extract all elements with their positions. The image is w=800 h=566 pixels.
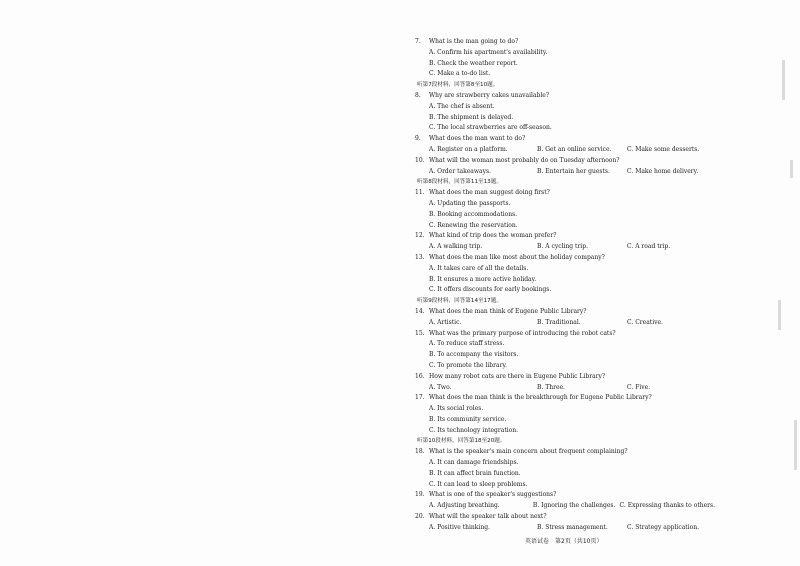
answer-option: B. Get an online service. [537, 145, 612, 153]
answer-option: B. The shipment is delayed. [429, 113, 514, 121]
question-text: What was the primary purpose of introducing the robot cats? [429, 329, 616, 337]
answer-option: C. It offers discounts for early bookings. [429, 286, 552, 294]
section-instruction: 听第7段材料，回答第8至10题。 [417, 82, 499, 89]
answer-option: A. A walking trip. [429, 243, 483, 251]
question-text: How many robot cats are there in Eugene Public Library? [429, 372, 606, 380]
question-stem [415, 188, 715, 199]
answer-option: C. Make home delivery. [627, 167, 699, 175]
answer-options [415, 383, 715, 394]
section-instruction: 听第9段材料，回答第14至17题。 [417, 298, 502, 305]
answer-options [415, 523, 715, 534]
answer-option: C. Expressing thanks to others. [619, 502, 715, 510]
answer-option: B. Its community service. [429, 415, 507, 423]
page-footer: 英语试卷 第2页（共10页） [525, 538, 603, 545]
answer-option: B. Three. [537, 383, 565, 391]
answer-option: C. Creative. [627, 318, 663, 326]
question-stem [415, 393, 715, 404]
answer-option: A. Its social roles. [429, 405, 484, 413]
question-stem [415, 307, 715, 318]
question-stem [415, 447, 715, 458]
answer-option: A. Register on a platform. [429, 145, 508, 153]
question-number: 7. [415, 38, 421, 45]
answer-option: B. Ignoring the challenges. [532, 502, 616, 510]
question-text: What does the man want to do? [429, 135, 526, 143]
question-stem [415, 134, 715, 145]
question-number: 19. [415, 491, 425, 499]
answer-options [415, 501, 715, 512]
question-stem [415, 329, 715, 340]
question-list [415, 37, 715, 534]
answer-option: A. Confirm his apartment's availability. [429, 48, 548, 56]
answer-options [415, 318, 715, 329]
question-number: 15. [415, 329, 425, 337]
question-number: 9. [415, 135, 421, 143]
answer-option: A. The chef is absent. [429, 102, 495, 110]
answer-option: B. A cycling trip. [537, 243, 588, 251]
answer-option: A. Adjusting breathing. [429, 502, 500, 510]
question-text: What kind of trip does the woman prefer? [429, 232, 557, 240]
answer-option: A. Updating the passports. [429, 199, 511, 207]
question-text: What will the woman most probably do on Tuesday afternoon? [429, 156, 620, 164]
question-stem [415, 512, 715, 523]
section-instruction: 听第8段材料，回答第11至13题。 [417, 179, 502, 186]
answer-option: C. Renewing the reservation. [429, 221, 518, 229]
question-stem [415, 490, 715, 501]
question-text: Why are strawberry cakes unavailable? [429, 91, 550, 99]
question-stem [415, 37, 715, 48]
answer-option: C. Strategy application. [627, 523, 700, 531]
answer-option: B. Check the weather report. [429, 59, 518, 67]
question-number: 13. [415, 253, 425, 261]
question-text: What will the speaker talk about next? [429, 513, 547, 521]
question-text: What is the speaker's main concern about frequent complaining? [429, 448, 628, 456]
answer-option: C. A road trip. [627, 243, 671, 251]
question-stem [415, 231, 715, 242]
answer-option: A. It can damage friendships. [429, 459, 519, 467]
question-text: What is the man going to do? [429, 38, 519, 45]
answer-option: C. It can lead to sleep problems. [429, 480, 528, 488]
answer-option: B. Booking accommodations. [429, 210, 518, 218]
question-text: What does the man think is the breakthrough for Eugene Public Library? [429, 394, 652, 402]
question-number: 20. [415, 513, 425, 521]
answer-option: A. Positive thinking. [429, 523, 490, 531]
question-text: What does the man like most about the holiday company? [429, 253, 605, 261]
question-stem [415, 156, 715, 167]
question-number: 17. [415, 394, 425, 402]
question-number: 8. [415, 91, 421, 99]
answer-option: B. It can affect brain function. [429, 469, 521, 477]
scan-edge-marks [760, 0, 800, 566]
question-stem [415, 372, 715, 383]
question-number: 16. [415, 372, 425, 380]
answer-option: C. Make some desserts. [627, 145, 700, 153]
answer-options [415, 242, 715, 253]
answer-option: C. Its technology integration. [429, 426, 519, 434]
answer-option: C. The local strawberries are off-season. [429, 124, 552, 132]
question-text: What does the man suggest doing first? [429, 189, 550, 197]
answer-option: A. It takes care of all the details. [429, 264, 529, 272]
question-number: 12. [415, 232, 425, 240]
answer-option: B. It ensures a more active holiday. [429, 275, 537, 283]
section-instruction: 听第10段材料，回答第18至20题。 [417, 438, 506, 445]
question-stem [415, 91, 715, 102]
answer-options [415, 167, 715, 178]
question-number: 10. [415, 156, 425, 164]
answer-option: A. Two. [429, 383, 452, 391]
question-number: 11. [415, 189, 425, 197]
question-stem [415, 253, 715, 264]
question-text: What is one of the speaker's suggestions? [429, 491, 557, 499]
answer-option: A. Artistic. [429, 318, 462, 326]
answer-options [415, 145, 715, 156]
answer-option: A. Order takeaways. [429, 167, 491, 175]
answer-option: C. Make a to-do list. [429, 70, 491, 78]
question-number: 18. [415, 448, 425, 456]
answer-option: A. To reduce staff stress. [429, 340, 505, 348]
answer-option: B. Stress management. [537, 523, 608, 531]
question-number: 14. [415, 307, 425, 315]
answer-option: C. Five. [627, 383, 651, 391]
answer-option: B. Traditional. [537, 318, 581, 326]
answer-option: C. To promote the library. [429, 361, 507, 369]
answer-option: B. Entertain her guests. [537, 167, 610, 175]
question-text: What does the man think of Eugene Public Library? [429, 307, 587, 315]
answer-option: B. To accompany the visitors. [429, 351, 519, 359]
